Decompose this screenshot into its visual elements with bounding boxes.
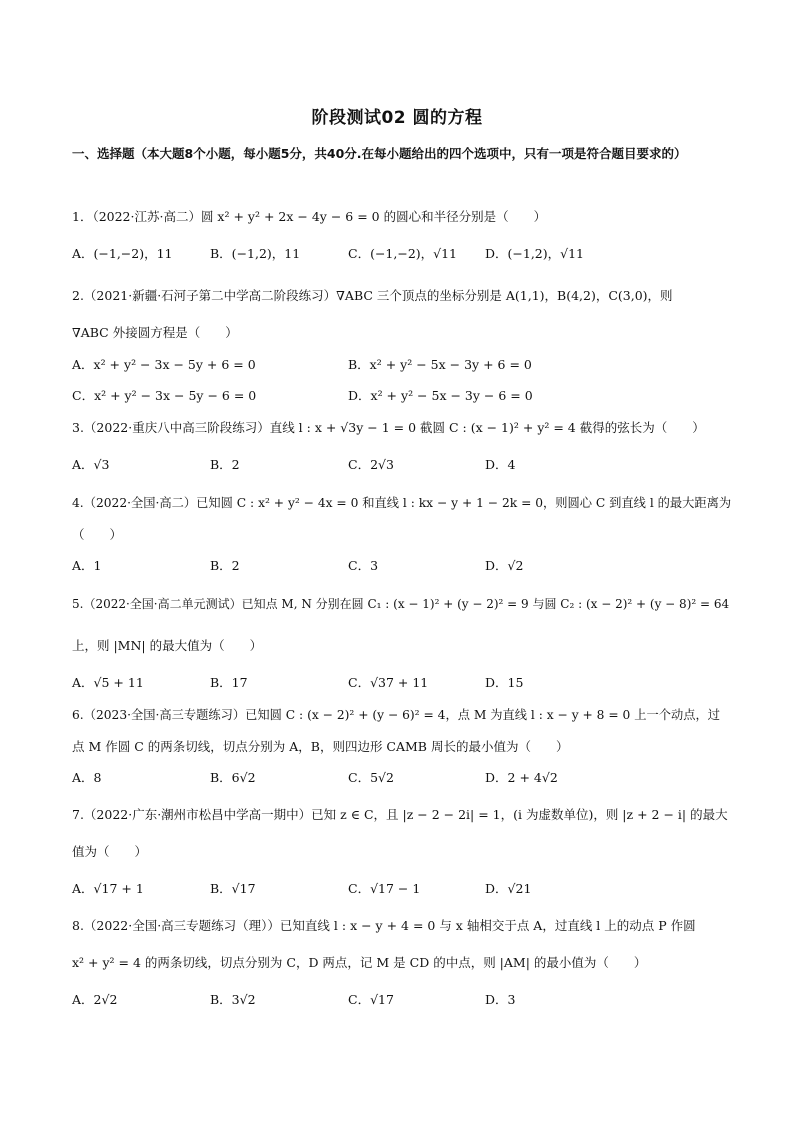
question-5-text-line-2: 上，则 |MN| 的最大值为（ ） [72, 638, 263, 653]
question-4-option-d: D．√2 [485, 558, 524, 573]
question-7-text-line-1: 7.（2022·广东·潮州市松昌中学高一期中）已知 z ∈ C，且 |z − 2 − 2i| = 1，(i 为虚数单位)，则 |z + 2 − i| 的最大 [72, 807, 728, 822]
question-4-text-line-1: 4.（2022·全国·高二）已知圆 C : x² + y² − 4x = 0 和直线 l : kx − y + 1 − 2k = 0，则圆心 C 到直线 l 的最大距离为 [72, 496, 732, 510]
page-title: 阶段测试02 圆的方程 [311, 108, 483, 128]
question-6-text-line-1: 6.（2023·全国·高三专题练习）已知圆 C : (x − 2)² + (y − 6)² = 4，点 M 为直线 l : x − y + 8 = 0 上一个动点，过 [72, 708, 720, 722]
question-3-text: 3.（2022·重庆八中高三阶段练习）直线 l : x + √3y − 1 = 0 截圆 C : (x − 1)² + y² = 4 截得的弦长为（ ） [72, 420, 705, 435]
question-3-option-b: B．2 [210, 457, 240, 472]
question-2-text-line-1: 2.（2021·新疆·石河子第二中学高二阶段练习）∇ABC 三个顶点的坐标分别是 A(1,1)，B(4,2)，C(3,0)，则 [72, 288, 673, 303]
question-7-option-b: B．√17 [210, 881, 256, 896]
question-5-option-b: B．17 [210, 675, 248, 690]
question-3-option-d: D．4 [485, 457, 516, 472]
question-2-option-b: B．x² + y² − 5x − 3y + 6 = 0 [348, 357, 532, 372]
section-heading: 一、选择题（本大题8个小题，每小题5分，共40分.在每小题给出的四个选项中，只有一项是符合题目要求的） [72, 146, 687, 161]
question-2-option-a: A．x² + y² − 3x − 5y + 6 = 0 [72, 357, 256, 372]
question-2-text-line-2: ∇ABC 外接圆方程是（ ） [72, 325, 238, 340]
question-7-option-d: D．√21 [485, 881, 532, 896]
question-5-text-line-1: 5.（2022·全国·高二单元测试）已知点 M, N 分别在圆 C₁ : (x − 1)² + (y − 2)² = 9 与圆 C₂ : (x − 2)² + (y − 8)² = 64 [72, 597, 730, 611]
question-3-option-c: C．2√3 [348, 457, 394, 472]
question-4-option-a: A．1 [72, 558, 102, 573]
question-6-option-a: A．8 [72, 770, 102, 785]
question-3-option-a: A．√3 [72, 457, 110, 472]
question-6-text-line-2: 点 M 作圆 C 的两条切线，切点分别为 A，B，则四边形 CAMB 周长的最小值为（ ） [72, 739, 569, 754]
question-8-option-b: B．3√2 [210, 992, 256, 1007]
question-8-option-c: C．√17 [348, 992, 394, 1007]
question-1-option-b: B．(−1,2)，11 [210, 246, 301, 261]
question-1-option-a: A．(−1,−2)，11 [72, 246, 173, 261]
question-1-text: 1．（2022·江苏·高二）圆 x² + y² + 2x − 4y − 6 = 0 的圆心和半径分别是（ ） [72, 209, 547, 224]
question-5-option-c: C．√37 + 11 [348, 675, 429, 690]
question-8-option-d: D．3 [485, 992, 516, 1007]
question-6-option-b: B．6√2 [210, 770, 256, 785]
question-8-text-line-1: 8.（2022·全国·高三专题练习（理））已知直线 l : x − y + 4 = 0 与 x 轴相交于点 A，过直线 l 上的动点 P 作圆 [72, 918, 696, 933]
question-4-text-line-2: （ ） [72, 527, 123, 542]
question-1-option-c: C．(−1,−2)，√11 [348, 246, 458, 261]
question-2-option-c: C．x² + y² − 3x − 5y − 6 = 0 [72, 388, 257, 403]
question-7-option-c: C．√17 − 1 [348, 881, 421, 896]
question-2-option-d: D．x² + y² − 5x − 3y − 6 = 0 [348, 388, 533, 403]
question-5-option-d: D．15 [485, 675, 524, 690]
question-8-text-line-2: x² + y² = 4 的两条切线，切点分别为 C，D 两点，记 M 是 CD 的中点，则 |AM| 的最小值为（ ） [72, 955, 647, 970]
question-5-option-a: A．√5 + 11 [72, 675, 144, 690]
question-4-option-c: C．3 [348, 558, 379, 573]
question-8-option-a: A．2√2 [72, 992, 118, 1007]
question-7-option-a: A．√17 + 1 [72, 881, 144, 896]
question-4-option-b: B．2 [210, 558, 240, 573]
question-6-option-d: D．2 + 4√2 [485, 770, 558, 785]
question-7-text-line-2: 值为（ ） [72, 844, 148, 859]
question-6-option-c: C．5√2 [348, 770, 394, 785]
question-1-option-d: D．(−1,2)，√11 [485, 246, 584, 261]
